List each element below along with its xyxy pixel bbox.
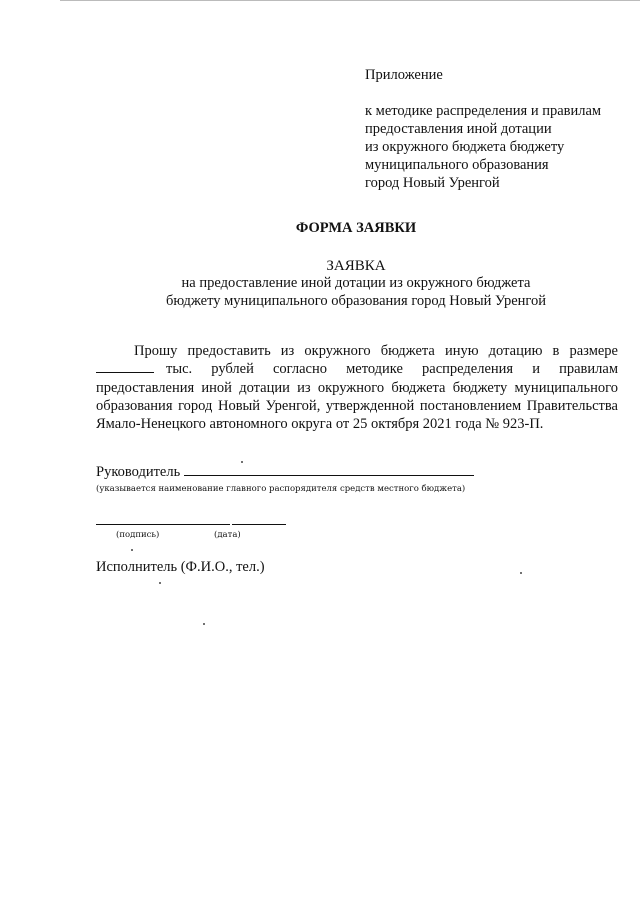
scan-speck — [131, 549, 133, 551]
scan-speck — [159, 582, 161, 584]
executor-label: Исполнитель (Ф.И.О., тел.) — [96, 559, 265, 575]
head-note: (указывается наименование главного распорядителя средств местного бюджета) — [96, 484, 466, 494]
appendix-line: муниципального образования — [365, 157, 549, 173]
signature-blank[interactable] — [96, 524, 230, 525]
date-label: (дата) — [214, 530, 241, 540]
request-body-part1: Прошу предоставить из окружного бюджета иную дотацию в размере — [134, 343, 618, 359]
appendix-line: из окружного бюджета бюджету — [365, 139, 565, 155]
appendix-line: к методике распределения и правилам — [365, 103, 602, 119]
request-subtitle-line: на предоставление иной дотации из окружного бюджета — [181, 275, 531, 291]
request-title: ЗАЯВКА — [326, 258, 386, 274]
appendix-label: Приложение — [365, 67, 443, 83]
scan-top-edge — [60, 0, 640, 1]
request-subtitle-line: бюджету муниципального образования город Новый Уренгой — [165, 293, 546, 309]
request-body-paragraph — [96, 342, 618, 433]
amount-blank-field[interactable] — [96, 362, 154, 373]
request-body-part2: тыс. рублей согласно методике распределения и правилам предоставления иной дотации из окружного бюджета бюджету муниципального образования город Новый Уренгой, утвержденной постановлением Правительства Ямало-Ненецкого автономного округа от 25 октября 2021 года № 923-П. — [96, 361, 618, 433]
head-signature-line — [96, 463, 474, 481]
head-label: Руководитель — [96, 464, 181, 480]
signature-label: (подпись) — [116, 530, 160, 540]
form-title: ФОРМА ЗАЯВКИ — [295, 220, 417, 236]
scan-speck — [203, 623, 205, 625]
head-name-blank[interactable] — [184, 463, 474, 476]
appendix-line: город Новый Уренгой — [365, 175, 500, 191]
scan-speck — [241, 461, 243, 463]
appendix-line: предоставления иной дотации — [365, 121, 552, 137]
date-blank[interactable] — [232, 524, 286, 525]
appendix-lines — [365, 102, 601, 192]
request-subtitle — [0, 274, 640, 310]
scan-speck — [520, 572, 522, 574]
